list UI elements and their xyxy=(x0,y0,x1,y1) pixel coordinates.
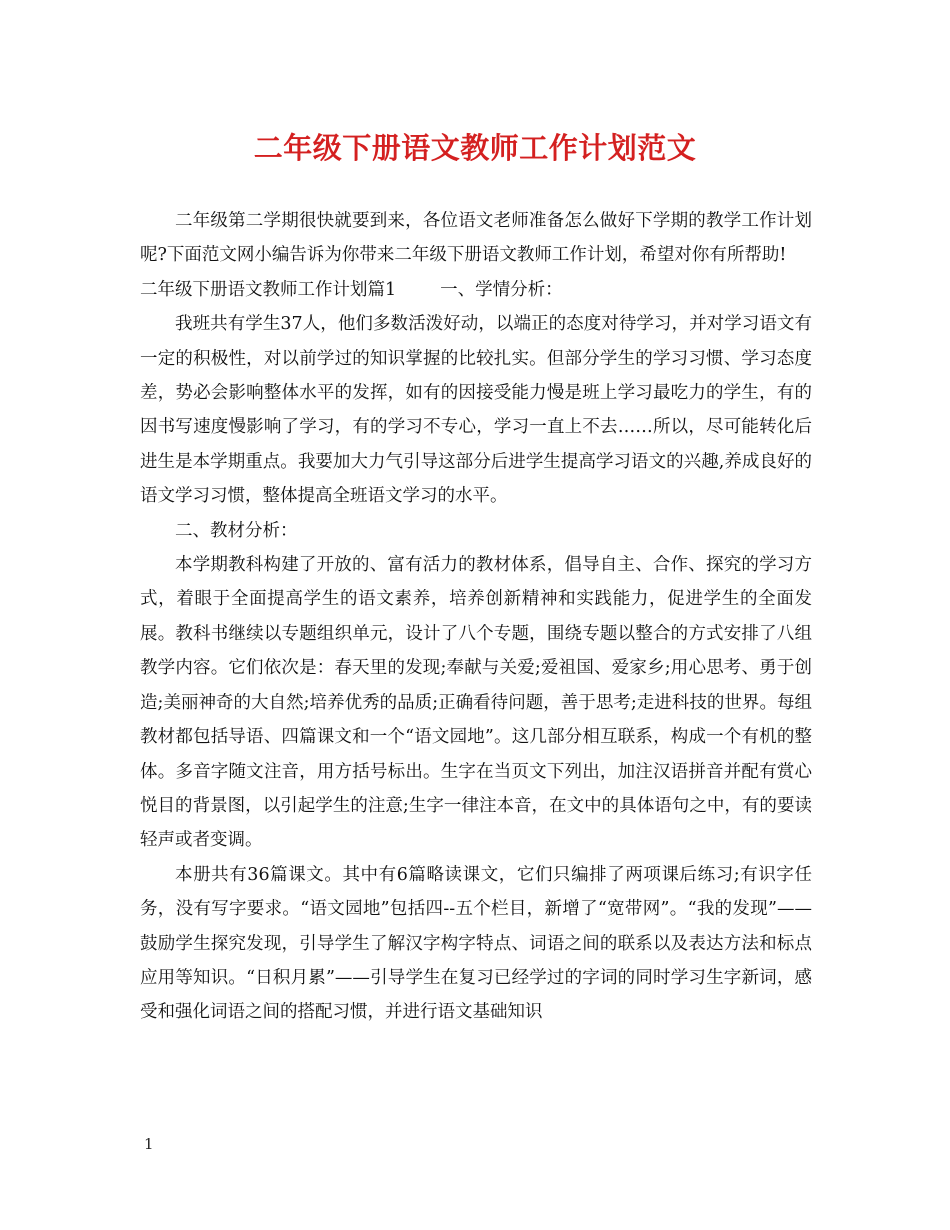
heading-2: 二、教材分析： xyxy=(175,520,298,541)
intro-paragraph: 二年级第二学期很快就要到来，各位语文老师准备怎么做好下学期的教学工作计划呢?下面范文网小编告诉为你带来二年级下册语文教师工作计划，希望对你有所帮助! xyxy=(140,211,812,266)
section-line xyxy=(140,273,812,307)
paragraph-3: 本册共有36篇课文。其中有6篇略读课文，它们只编排了两项课后练习;有识字任务，没有写字要求。“语文园地”包括四--五个栏目，新增了“宽带网”。“我的发现”——鼓励学生探究发现，引导学生了解汉字构字特点、词语之间的联系以及表达方法和标点应用等知识。“日积月累”——引导学生在复习已经学过的字词的同时学习生字新词，感受和强化词语之间的搭配习惯，并进行语文基础知识 xyxy=(140,864,812,1023)
section-title: 二年级下册语文教师工作计划篇1 xyxy=(140,279,397,300)
paragraph-1: 我班共有学生37人，他们多数活泼好动，以端正的态度对待学习，并对学习语文有一定的积极性，对以前学过的知识掌握的比较扎实。但部分学生的学习习惯、学习态度差，势必会影响整体水平的发挥，如有的因接受能力慢是班上学习最吃力的学生，有的因书写速度慢影响了学习，有的学习不专心，学习一直上不去……所以，尽可能转化后进生是本学期重点。我要加大力气引导这部分后进学生提高学习语文的兴趣,养成良好的语文学习习惯，整体提高全班语文学习的水平。 xyxy=(140,314,812,507)
document-title: 二年级下册语文教师工作计划范文 xyxy=(253,131,697,165)
document-body xyxy=(140,204,812,1030)
heading-1: 一、学情分析： xyxy=(440,279,563,300)
paragraph-2: 本学期教科构建了开放的、富有活力的教材体系，倡导自主、合作、探究的学习方式，着眼于全面提高学生的语文素养，培养创新精神和实践能力，促进学生的全面发展。教科书继续以专题组织单元，设计了八个专题，围绕专题以整合的方式安排了八组教学内容。它们依次是：春天里的发现;奉献与关爱;爱祖国、爱家乡;用心思考、勇于创造;美丽神奇的大自然;培养优秀的品质;正确看待问题，善于思考;走进科技的世界。每组教材都包括导语、四篇课文和一个“语文园地”。这几部分相互联系，构成一个有机的整体。多音字随文注音，用方括号标出。生字在当页文下列出，加注汉语拼音并配有赏心悦目的背景图，以引起学生的注意;生字一律注本音，在文中的具体语句之中，有的要读轻声或者变调。 xyxy=(140,555,812,851)
page-number: 1 xyxy=(144,1135,154,1153)
